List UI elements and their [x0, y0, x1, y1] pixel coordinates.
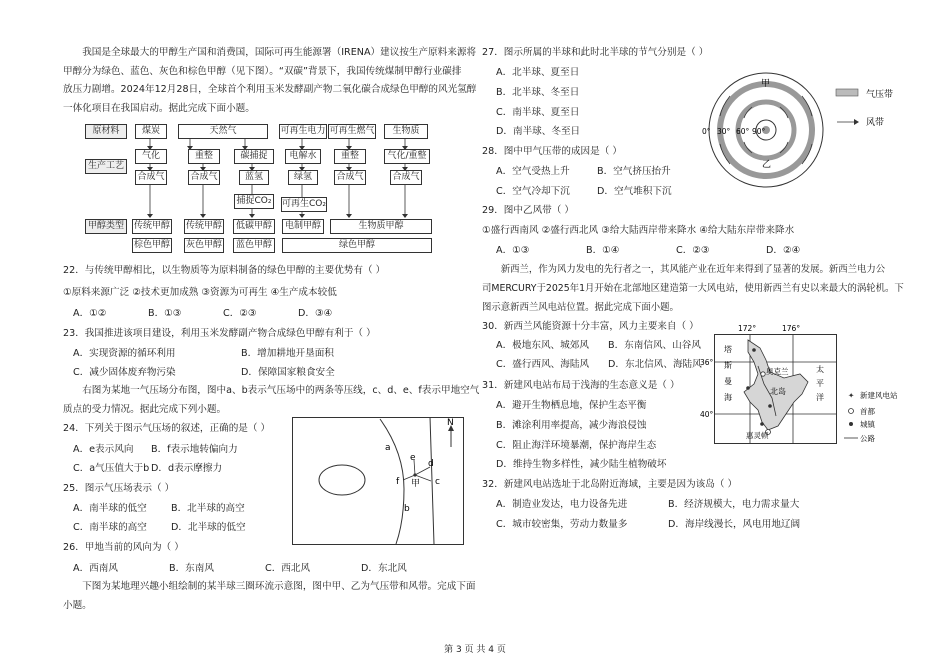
q30-stem: 30．新西兰风能资源十分丰富，风力主要来自（ ）: [482, 321, 699, 332]
process-gasify: 气化: [135, 149, 167, 164]
q27-option-b[interactable]: B．北半球、冬至日: [496, 87, 580, 98]
q24-options-row2: [73, 460, 222, 474]
q30-options-row1: [496, 337, 701, 351]
pressure-field-map: [292, 417, 464, 545]
syngas-1: 合成气: [135, 170, 167, 185]
north-label: N: [447, 418, 454, 428]
intro-line: 甲醇分为绿色、蓝色、灰色和棕色甲醇（见下图）。“双碳”背景下，我国传统煤制甲醇行业碳排: [63, 65, 462, 77]
q32-option-a[interactable]: A．制造业发达，电力设备先进: [496, 499, 628, 510]
q30-option-a[interactable]: A．极地东风、城郊风: [496, 340, 589, 351]
q31-stem: 31．新建风电站布局于浅海的生态意义是（ ）: [482, 380, 680, 391]
process-electrolysis: 电解水: [285, 149, 321, 164]
label-wellington: 惠灵顿: [746, 431, 769, 440]
label-d: d: [428, 459, 434, 469]
color-gray: 灰色甲醇: [184, 238, 224, 253]
intro-line: 右图为某地一气压场分布图，图中a、b表示气压场中的两条等压线，c、d、e、f表示甲地空气: [82, 385, 480, 396]
color-blue: 蓝色甲醇: [233, 238, 275, 253]
q23-options-row1: [73, 345, 334, 359]
q27-option-d[interactable]: D．南半球、冬至日: [496, 126, 581, 137]
blue-hydrogen: 蓝氢: [239, 170, 269, 185]
q24-option-a[interactable]: A．e表示风向: [73, 444, 134, 455]
q30-options-row2: [496, 356, 702, 370]
q25-options-row1: [73, 500, 245, 514]
legend-pressure-label: 气压带: [866, 90, 894, 100]
nz-legend: [844, 390, 898, 443]
sea-tasman: 塔斯曼海: [724, 345, 732, 402]
label-f: f: [396, 477, 400, 487]
label-b: b: [404, 504, 410, 514]
q27-option-a[interactable]: A．北半球、夏至日: [496, 67, 580, 78]
intro-line: 图示意新西兰风电站位置。据此完成下面小题。: [482, 302, 679, 313]
q32-options-row2: [496, 516, 800, 530]
q32-option-c[interactable]: C．城市较密集，劳动力数量多: [496, 519, 628, 530]
intro-line: 一体化项目在我国启动。据此完成下面小题。: [63, 102, 255, 114]
nz-wind-map: [700, 322, 910, 447]
q25-options-row2: [73, 519, 246, 533]
q28-options-row1: [496, 163, 671, 177]
q23-option-a[interactable]: A．实现资源的循环利用: [73, 348, 176, 359]
q31-option-b[interactable]: B．滩涂利用率提高，减少海浪侵蚀: [496, 420, 647, 431]
q23-option-c[interactable]: C．减少固体废弃物污染: [73, 367, 176, 378]
process-gasify-reform: 气化/重整: [384, 149, 430, 164]
intro-nz: [482, 260, 904, 317]
legend-pressure-swatch: [836, 89, 858, 96]
q31-option-d[interactable]: D．维持生物多样性，减少陆生植物破坏: [496, 459, 667, 470]
material-renewable-gas: 可再生燃气: [328, 124, 376, 139]
q31-option-a[interactable]: A．避开生物栖息地，保护生态平衡: [496, 400, 647, 411]
lon-label-176: 176°: [782, 324, 801, 333]
q28-stem: 28．图中甲气压带的成因是（ ）: [482, 146, 622, 157]
q28-options-row2: [496, 183, 672, 197]
type-low-carbon: 低碳甲醇: [233, 219, 275, 234]
label-yi-belt: 乙: [762, 160, 772, 170]
q29-option-d[interactable]: D．②④: [766, 245, 801, 256]
type-traditional-2: 传统甲醇: [184, 219, 224, 234]
material-renewable-power: 可再生电力: [279, 124, 327, 139]
label-c: c: [435, 477, 440, 487]
legend-road: 公路: [860, 434, 875, 443]
legend-wind-station: 新建风电站: [860, 391, 898, 400]
legend-capital: 首都: [860, 407, 875, 416]
intro-line: 下图为某地理兴趣小组绘制的某半球三圈环流示意图，图中甲、乙为气压带和风带。完成下面: [82, 581, 476, 592]
type-traditional-1: 传统甲醇: [132, 219, 172, 234]
q26-option-a[interactable]: A．西南风: [73, 563, 118, 574]
intro-line: 放压力剧增。2024年12月28日，全球首个利用玉米发酵副产物二氧化碳合成绿色甲醇的风光氢醇: [63, 84, 477, 96]
renewable-co2: 可再生CO₂: [281, 197, 327, 212]
row-label-materials: 原材料: [85, 124, 127, 139]
label-auckland: 奥克兰: [766, 367, 789, 376]
green-hydrogen: 绿氢: [288, 170, 318, 185]
q28-option-d[interactable]: D．空气堆积下沉: [597, 186, 672, 197]
q23-option-b[interactable]: B．增加耕地开垦面积: [241, 348, 334, 359]
q24-options-row1: [73, 441, 238, 455]
material-biomass: 生物质: [384, 124, 428, 139]
process-reform-2: 重整: [334, 149, 366, 164]
q27-stem: 27．图示所属的半球和此时北半球的节气分别是（ ）: [482, 47, 709, 58]
q22-option-c[interactable]: C．②③: [223, 308, 257, 319]
label-a: a: [385, 443, 391, 453]
intro-circulation: [63, 577, 476, 615]
q25-stem: 25．图示气压场表示（ ）: [63, 483, 175, 494]
process-reform: 重整: [188, 149, 220, 164]
q24-stem: 24．下列关于图示气压场的叙述，正确的是（ ）: [63, 423, 271, 434]
legend-town: 城镇: [860, 420, 875, 429]
q29-option-a[interactable]: A．①③: [496, 245, 530, 256]
page-footer: 第 3 页 共 4 页: [444, 645, 506, 655]
q32-stem: 32．新建风电站选址于北岛附近海域，主要是因为该岛（ ）: [482, 479, 738, 490]
q29-options: [496, 242, 800, 256]
legend-wind-label: 风带: [866, 118, 885, 128]
intro-methanol: [63, 44, 477, 118]
syngas-3: 合成气: [334, 170, 366, 185]
type-electric: 电制甲醇: [282, 219, 324, 234]
q24-option-b[interactable]: B．f表示地转偏向力: [151, 444, 238, 455]
q32-options-row1: [496, 496, 799, 510]
q31-option-c[interactable]: C．阻止海洋环境暴潮，保护海岸生态: [496, 440, 657, 451]
q23-options-row2: [73, 364, 335, 378]
q26-option-d[interactable]: D．东北风: [361, 563, 407, 574]
sea-pacific: 太平洋: [816, 365, 824, 402]
circulation-diagram: [700, 72, 910, 192]
material-gas: 天然气: [178, 124, 268, 139]
q22-items: ①原料来源广泛 ②技术更加成熟 ③资源为可再生 ④生产成本较低: [63, 287, 337, 298]
q26-stem: 26．甲地当前的风向为（ ）: [63, 542, 184, 553]
intro-line: 司MERCURY于2025年1月开始在北部地区建造第一大风电站，使用新西兰有史以来最大的涡轮机。下: [482, 283, 904, 294]
q22-option-d[interactable]: D．③④: [298, 308, 333, 319]
color-green: 绿色甲醇: [282, 238, 432, 253]
city-auckland: [761, 372, 765, 376]
point-jia: [413, 473, 416, 476]
row-label-types: 甲醇类型: [85, 219, 127, 234]
q23-option-d[interactable]: D．保障国家粮食安全: [241, 367, 335, 378]
lon-label-172: 172°: [738, 324, 757, 333]
q22-option-b[interactable]: B．①③: [148, 308, 182, 319]
q29-items: ①盛行西南风 ②盛行西北风 ③给大陆西岸带来降水 ④给大陆东岸带来降水: [482, 225, 795, 236]
label-e: e: [410, 453, 416, 463]
q27-option-c[interactable]: C．南半球、夏至日: [496, 107, 580, 118]
q29-stem: 29．图中乙风带（ ）: [482, 205, 575, 216]
q26-option-b[interactable]: B．东南风: [169, 563, 214, 574]
q22-stem: 22．与传统甲醇相比，以生物质等为原料制备的绿色甲醇的主要优势有（ ）: [63, 265, 386, 276]
lat-label-40: 40°: [700, 410, 714, 419]
legend-wind-head: [854, 119, 859, 125]
intro-line: 新西兰，作为风力发电的先行者之一，其风能产业在近年来得到了显著的发展。新西兰电力公: [500, 264, 886, 275]
process-capture: 碳捕捉: [234, 149, 274, 164]
captured-co2: 捕捉CO₂: [234, 194, 274, 209]
q24-option-c[interactable]: C．a气压值大于b: [73, 463, 150, 474]
q30-option-b[interactable]: B．东南信风、山谷风: [608, 340, 701, 351]
q23-stem: 23．我国推进该项目建设，利用玉米发酵副产物合成绿色甲醇有利于（ ）: [63, 328, 376, 339]
q25-option-d[interactable]: D．北半球的低空: [171, 522, 246, 533]
material-coal: 煤炭: [135, 124, 167, 139]
q25-option-a[interactable]: A．南半球的低空: [73, 503, 147, 514]
syngas-2: 合成气: [188, 170, 220, 185]
intro-line: 质点的受力情况。据此完成下列小题。: [63, 404, 227, 415]
lat-label-36: 36°: [700, 358, 714, 367]
q25-option-c[interactable]: C．南半球的高空: [73, 522, 147, 533]
type-biomass: 生物质甲醇: [330, 219, 432, 234]
q25-option-b[interactable]: B．北半球的高空: [171, 503, 245, 514]
row-label-process: 生产工艺: [85, 159, 127, 174]
intro-pressure: [63, 381, 479, 419]
label-60: 60°: [736, 127, 750, 136]
intro-line: 我国是全球最大的甲醇生产国和消费国，国际可再生能源署（IRENA）建议按生产原料来源将: [82, 47, 477, 58]
label-jia: 甲: [411, 479, 421, 489]
q32-option-b[interactable]: B．经济规模大，电力需求量大: [668, 499, 800, 510]
q22-options: [73, 305, 373, 319]
q24-option-d[interactable]: D．d表示摩擦力: [151, 463, 223, 474]
label-north-island: 北岛: [770, 387, 786, 396]
q32-option-d[interactable]: D．海岸线漫长，风电用地辽阔: [668, 519, 801, 530]
q28-option-c[interactable]: C．空气冷却下沉: [496, 186, 570, 197]
q26-options: [73, 560, 407, 574]
intro-line: 小题。: [63, 600, 92, 611]
q29-option-c[interactable]: C．②③: [676, 245, 710, 256]
q29-option-b[interactable]: B．①④: [586, 245, 620, 256]
label-0: 0°: [702, 127, 711, 136]
color-brown: 棕色甲醇: [132, 238, 172, 253]
q30-option-c[interactable]: C．盛行西风、海陆风: [496, 359, 590, 370]
syngas-4: 合成气: [390, 170, 422, 185]
q26-option-c[interactable]: C．西北风: [265, 563, 311, 574]
label-30: 30°: [717, 127, 731, 136]
svg-text:✦: ✦: [848, 391, 855, 400]
label-90: 90°: [752, 127, 766, 136]
q28-option-a[interactable]: A．空气受热上升: [496, 166, 570, 177]
q28-option-b[interactable]: B．空气挤压抬升: [597, 166, 671, 177]
label-jia-belt: 甲: [761, 79, 771, 89]
q22-option-a[interactable]: A．①②: [73, 308, 107, 319]
q30-option-d[interactable]: D．东北信风、海陆风: [608, 359, 702, 370]
